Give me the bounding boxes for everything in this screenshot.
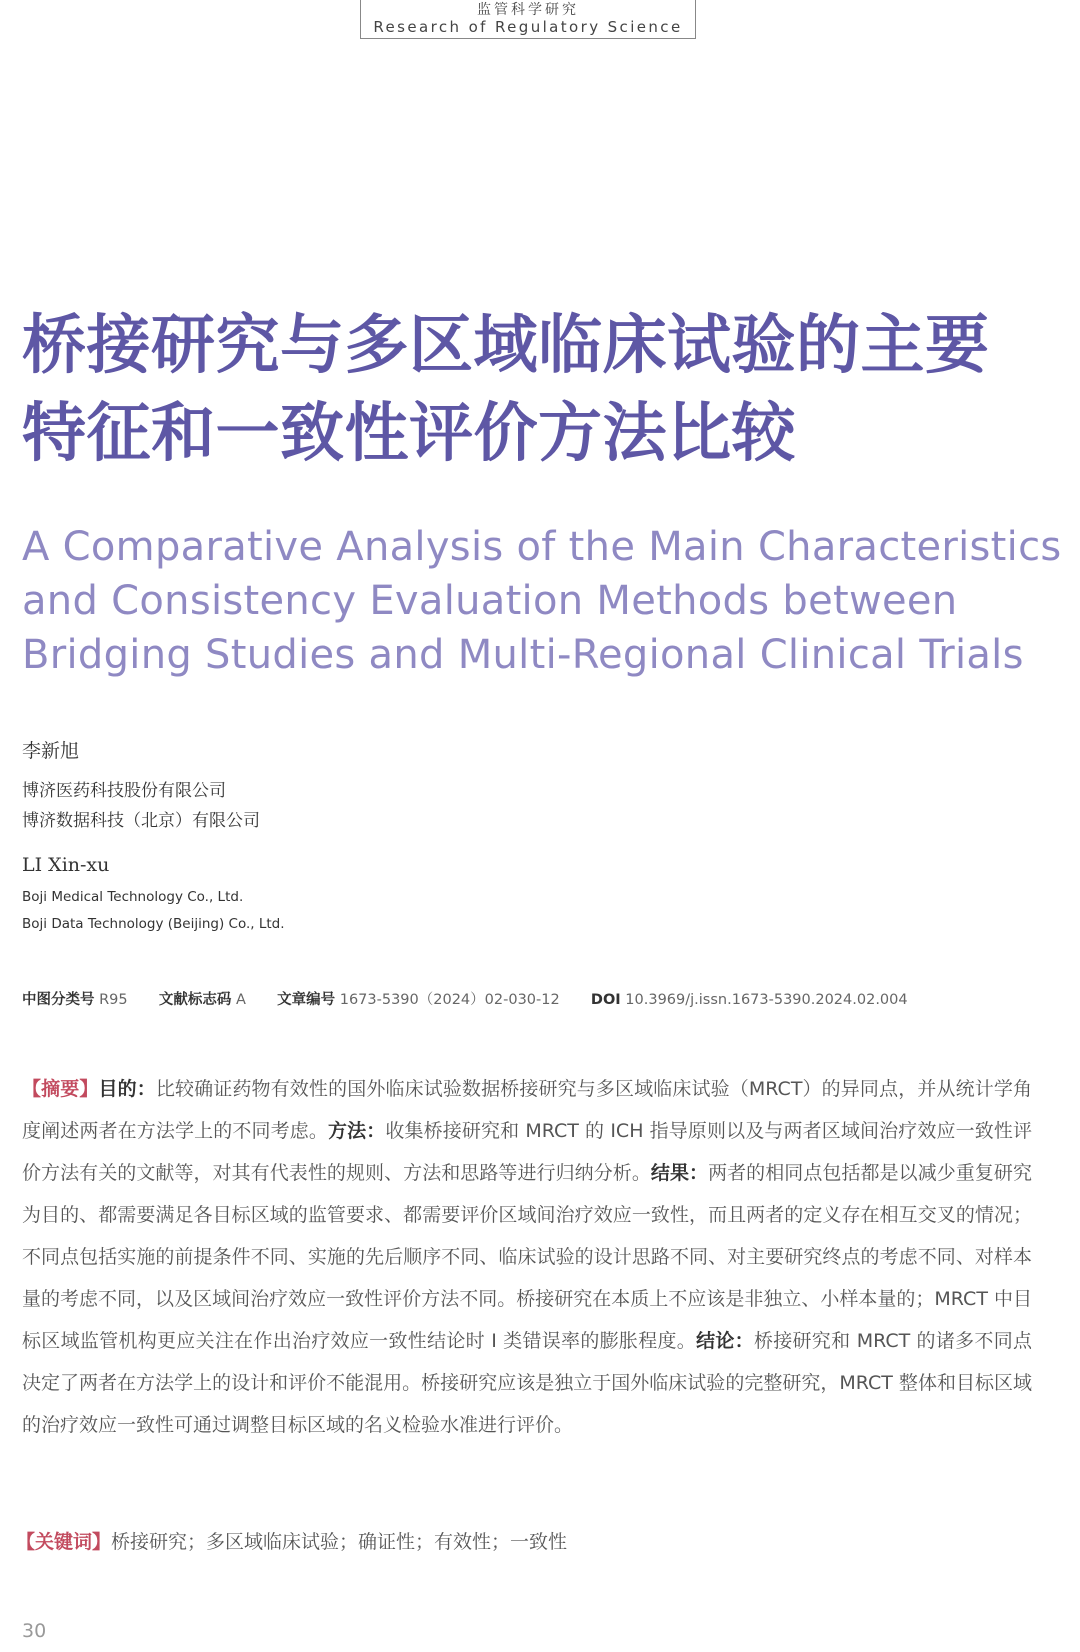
article-no-label: 文章编号 bbox=[277, 992, 336, 1008]
article-title-cn bbox=[22, 302, 1062, 478]
author-name-cn: 李新旭 bbox=[22, 740, 80, 762]
title-en-line-3: Bridging Studies and Multi-Regional Clinical Trials bbox=[22, 632, 1024, 678]
page-number: 30 bbox=[22, 1620, 47, 1642]
methods-label: 方法： bbox=[327, 1120, 386, 1142]
objective-text: 比较确证药物有效性的国外临床试验数据桥接研究与多区域临床试验（MRCT）的异同点，并从统计学角度阐述两者在方法学上的不同考虑。 bbox=[22, 1078, 1032, 1142]
article-metadata bbox=[22, 988, 908, 1009]
abstract bbox=[22, 1068, 1032, 1446]
title-cn-line-2: 特征和一致性评价方法比较 bbox=[22, 397, 796, 471]
doi-label: DOI bbox=[590, 992, 621, 1008]
clc-label: 中图分类号 bbox=[22, 992, 95, 1008]
affiliation-en-1: Boji Medical Technology Co., Ltd. bbox=[22, 889, 244, 905]
journal-name-cn: 监管科学研究 bbox=[477, 2, 579, 18]
affiliation-en-2: Boji Data Technology (Beijing) Co., Ltd. bbox=[22, 916, 285, 932]
article-no-value: 1673-5390（2024）02-030-12 bbox=[339, 992, 560, 1008]
keywords bbox=[16, 1527, 567, 1554]
objective-label: 目的： bbox=[98, 1078, 156, 1100]
title-cn-line-1: 桥接研究与多区域临床试验的主要 bbox=[22, 309, 990, 383]
journal-name-en: Research of Regulatory Science bbox=[373, 18, 683, 36]
journal-header bbox=[360, 0, 696, 39]
conclusion-text: 桥接研究和 MRCT 的诸多不同点决定了两者在方法学上的设计和评价不能混用。桥接研究应该是独立于国外临床试验的完整研究，MRCT 整体和目标区域的治疗效应一致性可通过调整目标区域的名义检验水准进行评价。 bbox=[22, 1330, 1032, 1436]
title-en-line-1: A Comparative Analysis of the Main Characteristics bbox=[22, 524, 1062, 570]
results-text: 两者的相同点包括都是以减少重复研究为目的、都需要满足各目标区域的监管要求、都需要评价区域间治疗效应一致性，而且两者的定义存在相互交叉的情况；不同点包括实施的前提条件不同、实施的先后顺序不同、临床试验的设计思路不同、对主要研究终点的考虑不同、对样本量的考虑不同，以及区域间治疗效应一致性评价方法不同。桥接研究在本质上不应该是非独立、小样本量的；MRCT 中目标区域监管机构更应关注在作出治疗效应一致性结论时 I 类错误率的膨胀程度。 bbox=[22, 1162, 1032, 1352]
affiliations-en bbox=[22, 884, 285, 938]
abstract-tag: 【摘要】 bbox=[22, 1078, 99, 1100]
results-label: 结果： bbox=[650, 1162, 709, 1184]
doc-code-label: 文献标志码 bbox=[158, 992, 232, 1008]
doi-value: 10.3969/j.issn.1673-5390.2024.02.004 bbox=[625, 992, 908, 1008]
title-en-line-2: and Consistency Evaluation Methods between bbox=[22, 578, 958, 624]
clc-value: R95 bbox=[99, 992, 128, 1008]
conclusion-label: 结论： bbox=[696, 1330, 754, 1352]
article-title-en bbox=[22, 520, 1062, 682]
affiliations-cn bbox=[22, 776, 260, 836]
author-name-en: LI Xin-xu bbox=[22, 854, 110, 876]
methods-text: 收集桥接研究和 MRCT 的 ICH 指导原则以及与两者区域间治疗效应一致性评价方法有关的文献等，对其有代表性的规则、方法和思路等进行归纳分析。 bbox=[22, 1120, 1032, 1184]
affiliation-cn-1: 博济医药科技股份有限公司 bbox=[22, 781, 226, 801]
affiliation-cn-2: 博济数据科技（北京）有限公司 bbox=[22, 811, 260, 831]
doc-code-value: A bbox=[235, 992, 246, 1008]
keywords-text: 桥接研究；多区域临床试验；确证性；有效性；一致性 bbox=[111, 1531, 568, 1553]
keywords-tag: 【关键词】 bbox=[16, 1531, 112, 1553]
